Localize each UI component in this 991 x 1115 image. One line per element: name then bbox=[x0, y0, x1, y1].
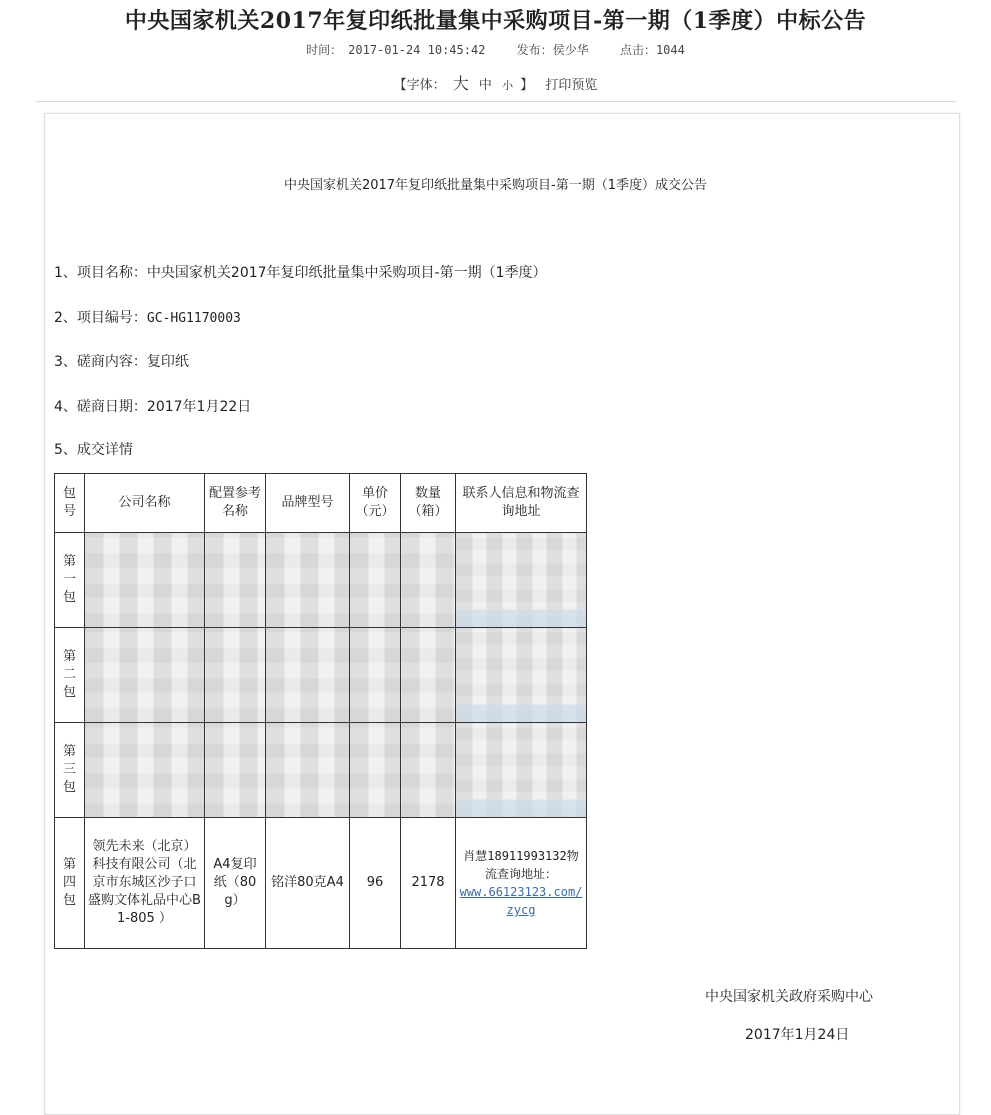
publisher-info bbox=[517, 43, 589, 57]
header-company: 公司名称 bbox=[85, 474, 205, 533]
redacted-cell bbox=[350, 533, 401, 628]
signature-date: 2017年1月24日 bbox=[745, 1027, 850, 1043]
font-size-bracket-close: 】 bbox=[520, 78, 534, 93]
redacted-cell bbox=[401, 723, 456, 818]
header-price: 单价（元） bbox=[350, 474, 401, 533]
package-cell: 第二包 bbox=[55, 628, 85, 723]
redacted-cell bbox=[401, 533, 456, 628]
table-header-row bbox=[55, 474, 587, 533]
font-size-toolbar bbox=[0, 71, 991, 94]
redacted-cell bbox=[266, 533, 350, 628]
redacted-cell bbox=[456, 723, 587, 818]
clicks-label: 点击： bbox=[619, 43, 656, 57]
price-cell: 96 bbox=[350, 818, 401, 949]
redacted-cell bbox=[85, 533, 205, 628]
contact-text: 肖慧18911993132物流查询地址： bbox=[463, 849, 579, 881]
item-label: 2、项目编号： bbox=[54, 310, 147, 326]
item-value: GC-HG1170003 bbox=[146, 311, 241, 326]
font-size-label: 【字体： bbox=[393, 78, 446, 93]
signature-org: 中央国家机关政府采购中心 bbox=[705, 989, 873, 1005]
article-meta bbox=[0, 41, 991, 58]
header-brand: 品牌型号 bbox=[266, 474, 350, 533]
header-contact: 联系人信息和物流查询地址 bbox=[456, 474, 587, 533]
table-row bbox=[55, 818, 587, 949]
document-title: 中央国家机关2017年复印纸批量集中采购项目-第一期（1季度）成交公告 bbox=[283, 178, 708, 193]
redacted-cell bbox=[401, 628, 456, 723]
item-project-number bbox=[54, 307, 241, 327]
package-cell: 第一包 bbox=[55, 533, 85, 628]
item-negotiation-date bbox=[54, 396, 251, 416]
table-row bbox=[55, 628, 587, 723]
item-label: 1、项目名称： bbox=[54, 265, 147, 281]
header-config: 配置参考名称 bbox=[205, 474, 266, 533]
table-row bbox=[55, 723, 587, 818]
clicks-value: 1044 bbox=[655, 43, 685, 57]
redacted-cell bbox=[350, 628, 401, 723]
contact-cell bbox=[456, 818, 587, 949]
redacted-cell bbox=[205, 723, 266, 818]
redacted-cell bbox=[350, 723, 401, 818]
item-negotiation-content bbox=[54, 351, 189, 371]
publisher-value: 侯少华 bbox=[552, 43, 589, 57]
clicks-info bbox=[620, 43, 685, 57]
time-value: 2017-01-24 10:45:42 bbox=[348, 43, 486, 57]
item-value: 中央国家机关2017年复印纸批量集中采购项目-第一期（1季度） bbox=[146, 265, 547, 281]
quantity-cell: 2178 bbox=[401, 818, 456, 949]
time-label: 时间： bbox=[306, 43, 343, 57]
item-label: 5、成交详情 bbox=[54, 442, 133, 458]
redacted-cell bbox=[85, 723, 205, 818]
item-label: 4、磋商日期： bbox=[54, 399, 147, 415]
header-package: 包号 bbox=[55, 474, 85, 533]
logistics-link[interactable]: www.66123123.com/zycg bbox=[459, 885, 583, 917]
item-project-name bbox=[54, 262, 547, 282]
item-value: 复印纸 bbox=[146, 354, 189, 370]
brand-cell: 铭洋80克A4 bbox=[266, 818, 350, 949]
redacted-cell bbox=[205, 533, 266, 628]
time-info bbox=[306, 43, 485, 57]
publisher-label: 发布： bbox=[516, 43, 553, 57]
redacted-cell bbox=[456, 628, 587, 723]
deal-details-table bbox=[54, 473, 587, 949]
config-cell: A4复印纸（80g） bbox=[205, 818, 266, 949]
package-cell: 第四包 bbox=[55, 818, 85, 949]
company-cell: 领先未来（北京）科技有限公司（北京市东城区沙子口盛购文体礼品中心B1-805 ） bbox=[85, 818, 205, 949]
header-quantity: 数量（箱） bbox=[401, 474, 456, 533]
redacted-cell bbox=[85, 628, 205, 723]
page-title: 中央国家机关2017年复印纸批量集中采购项目-第一期（1季度）中标公告 bbox=[124, 8, 867, 34]
table-row bbox=[55, 533, 587, 628]
font-size-large-button[interactable]: 大 bbox=[452, 74, 469, 93]
header-divider bbox=[36, 101, 956, 102]
redacted-cell bbox=[456, 533, 587, 628]
print-preview-link[interactable]: 打印预览 bbox=[545, 78, 598, 93]
font-size-medium-button[interactable]: 中 bbox=[478, 78, 492, 93]
font-size-small-button[interactable]: 小 bbox=[502, 79, 514, 92]
item-deal-details bbox=[54, 439, 133, 459]
item-label: 3、磋商内容： bbox=[54, 354, 147, 370]
item-value: 2017年1月22日 bbox=[146, 399, 252, 415]
package-cell: 第三包 bbox=[55, 723, 85, 818]
redacted-cell bbox=[266, 628, 350, 723]
redacted-cell bbox=[205, 628, 266, 723]
redacted-cell bbox=[266, 723, 350, 818]
